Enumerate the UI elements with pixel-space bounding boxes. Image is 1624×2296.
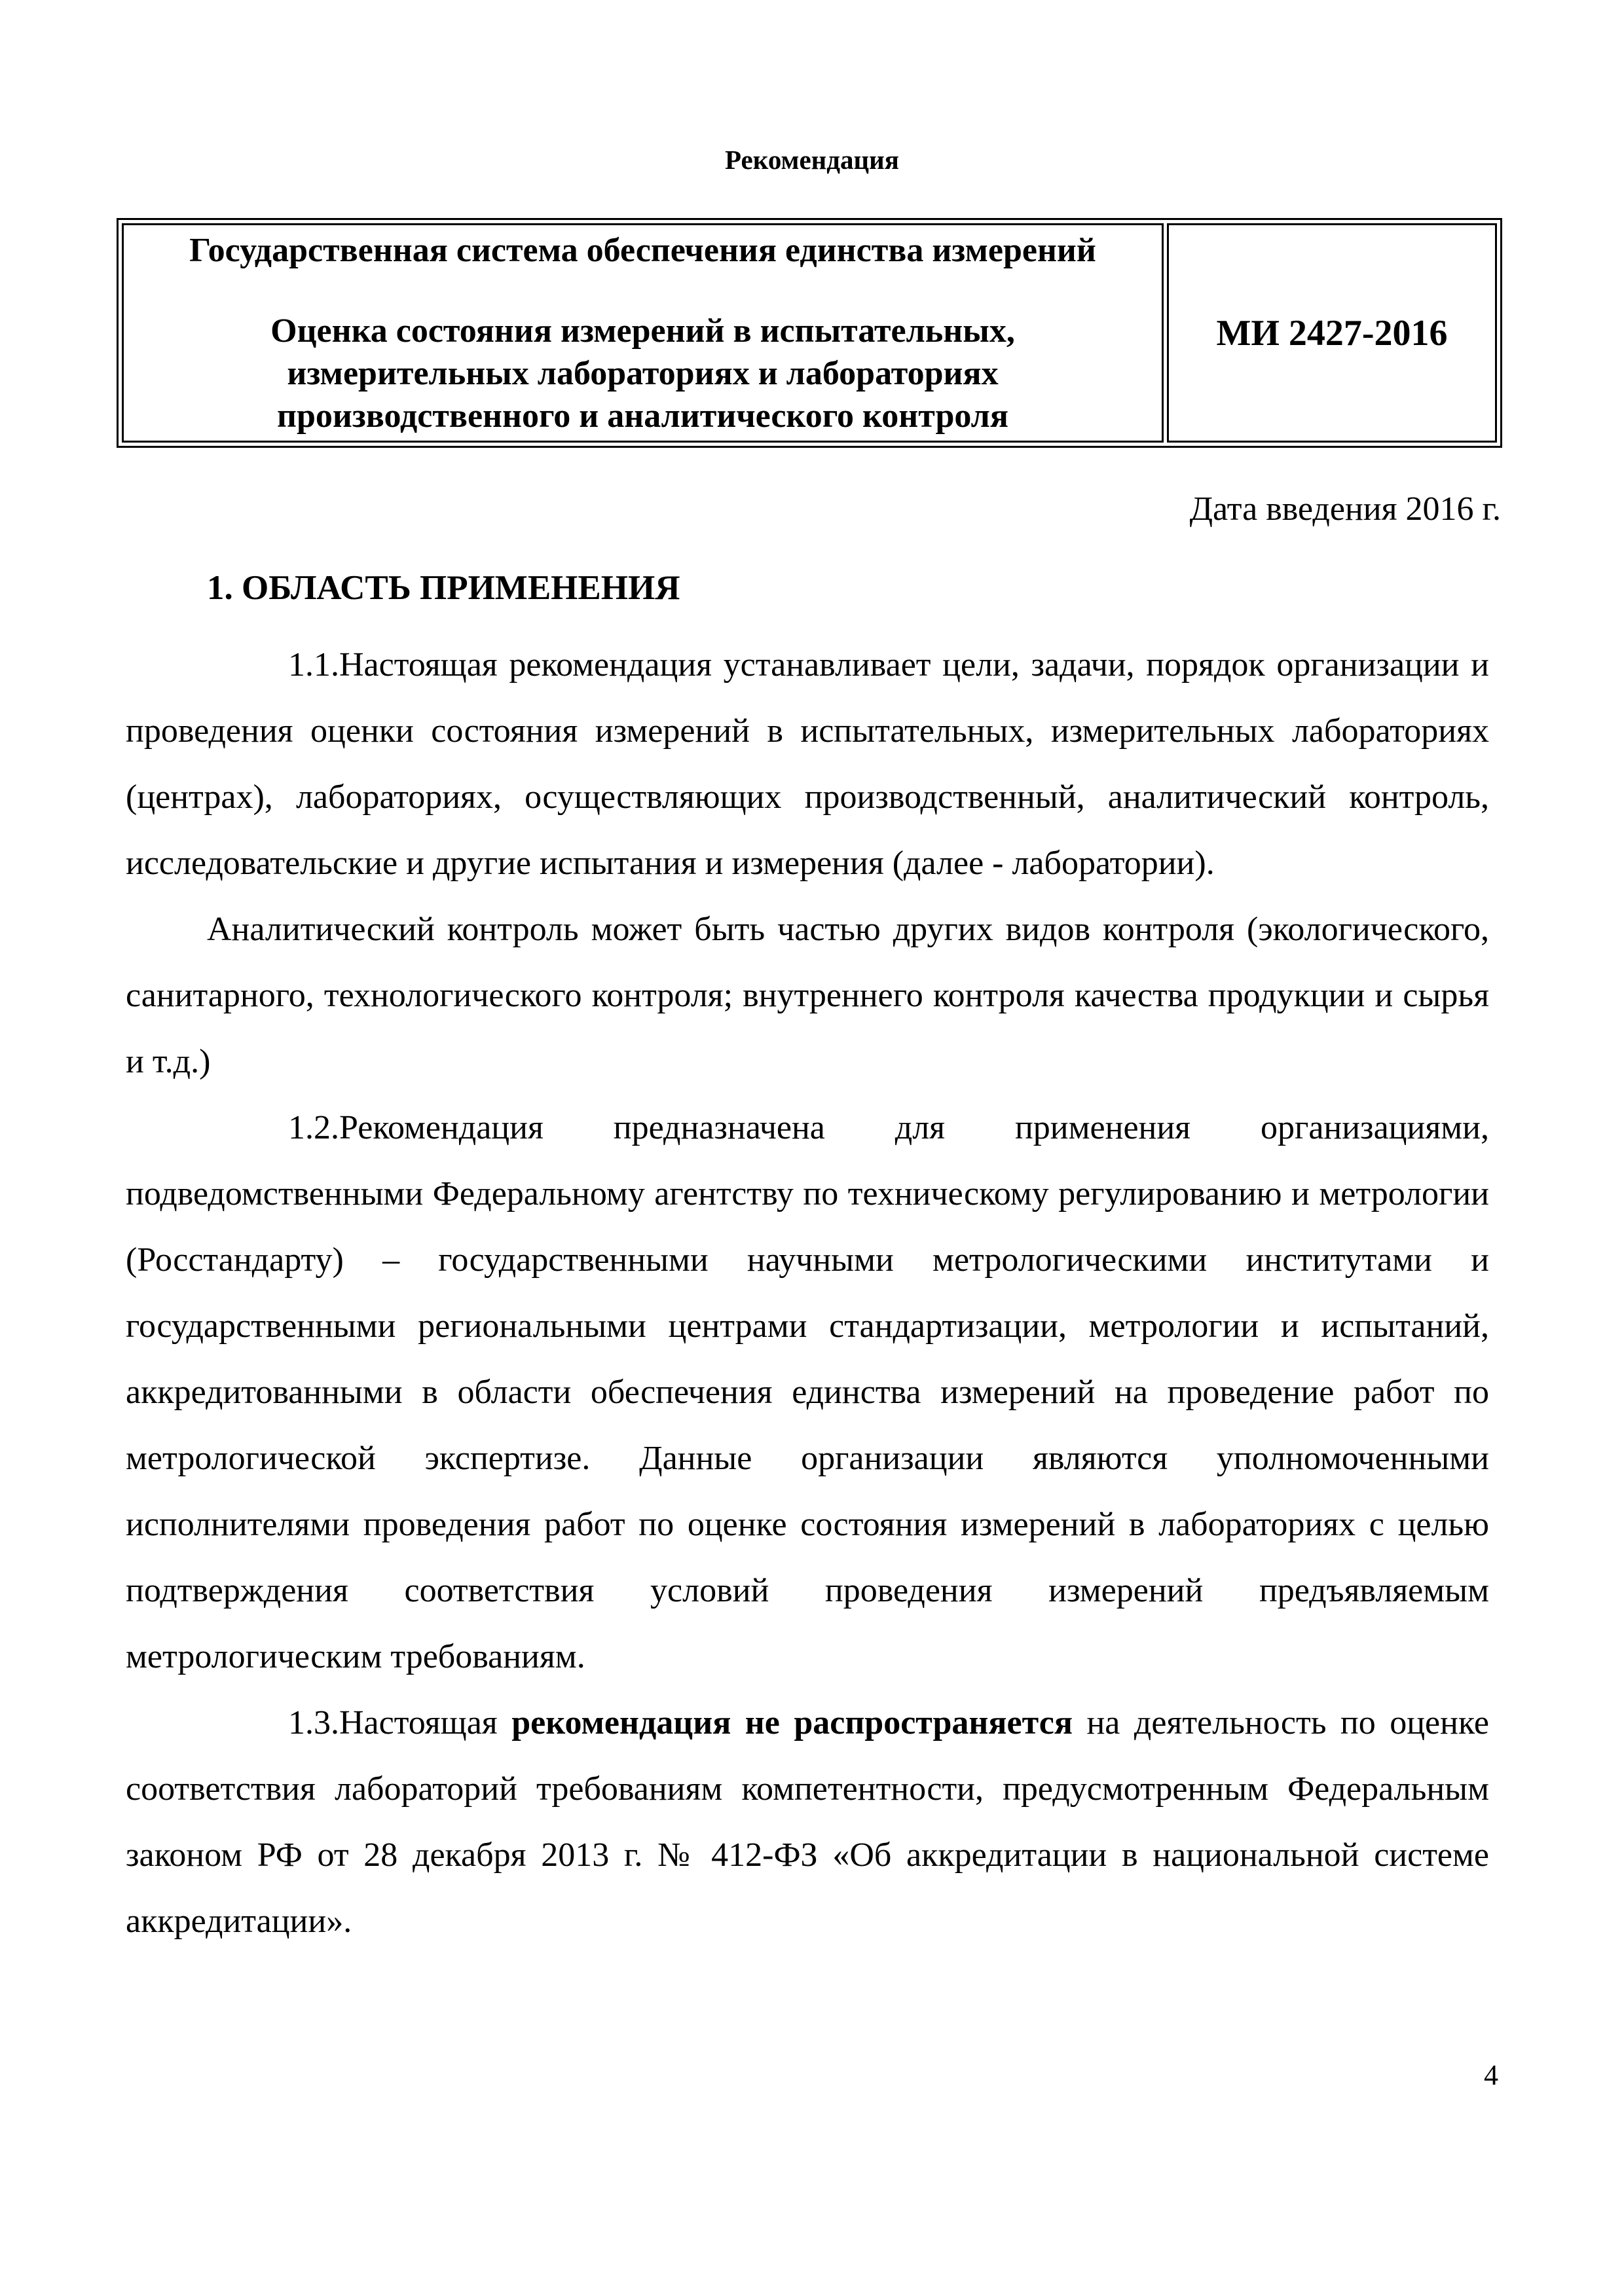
title-block [117,218,1502,448]
document-title: Оценка состояния измерений в испытательных, измерительных лабораториях и лабораториях производственного и аналитического контроля [270,312,1015,435]
document-type-label: Рекомендация [725,145,899,175]
title-block-left-cell [122,223,1164,443]
document-code: МИ 2427-2016 [1216,312,1448,354]
section-body [126,632,1489,1954]
introduction-date: Дата введения 2016 г. [1189,490,1501,528]
paragraph-1-2 [126,1095,1489,1690]
title-block-right-cell [1167,223,1497,443]
paragraph-text-after: на деятельность по оценке соответствия лабораторий требованиям компетентности, предусмотренным Федеральным законом РФ от 28 декабря 2013 г. № 412-ФЗ «Об аккредитации в национальной системе аккредитации». [126,1704,1490,1940]
paragraph-analytical-control [126,896,1489,1095]
page-number: 4 [1484,2059,1498,2091]
paragraph-number: 1.2. [288,1109,339,1146]
paragraph-1-3 [126,1690,1489,1954]
paragraph-number: 1.1. [288,646,339,683]
paragraph-number: 1.3. [288,1704,339,1741]
system-name: Государственная система обеспечения единства измерений [189,231,1096,269]
paragraph-text-before: Настоящая [339,1704,498,1741]
paragraph-text: Настоящая рекомендация устанавливает цели, задачи, порядок организации и проведения оценки состояния измерений в испытательных, измерительных лабораториях (центрах), лабораториях, осуществляющих производственный, аналитический контроль, исследовательские и другие испытания и измерения (далее - лаборатории). [126,646,1489,882]
paragraph-text: Аналитический контроль может быть частью других видов контроля (экологического, санитарного, технологического контроля; внутреннего контроля качества продукции и сырья и т.д.) [126,911,1489,1080]
paragraph-1-1 [126,632,1489,896]
paragraph-text: Рекомендация предназначена для применения организациями, подведомственными Федеральному агентству по техническому регулированию и метрологии (Росстандарту) – государственными научными метрологическими институтами и государственными региональными центрами стандартизации, метрологии и испытаний, аккредитованными в области обеспечения единства измерений на проведение работ по метрологической экспертизе. Данные организации являются уполномоченными исполнителями проведения работ по оценке состояния измерений в лабораториях с целью подтверждения соответствия условий проведения измерений предъявляемым метрологическим требованиям. [126,1109,1489,1675]
section-heading: 1. ОБЛАСТЬ ПРИМЕНЕНИЯ [207,569,680,607]
paragraph-text-bold: рекомендация не распространяется [511,1704,1073,1741]
